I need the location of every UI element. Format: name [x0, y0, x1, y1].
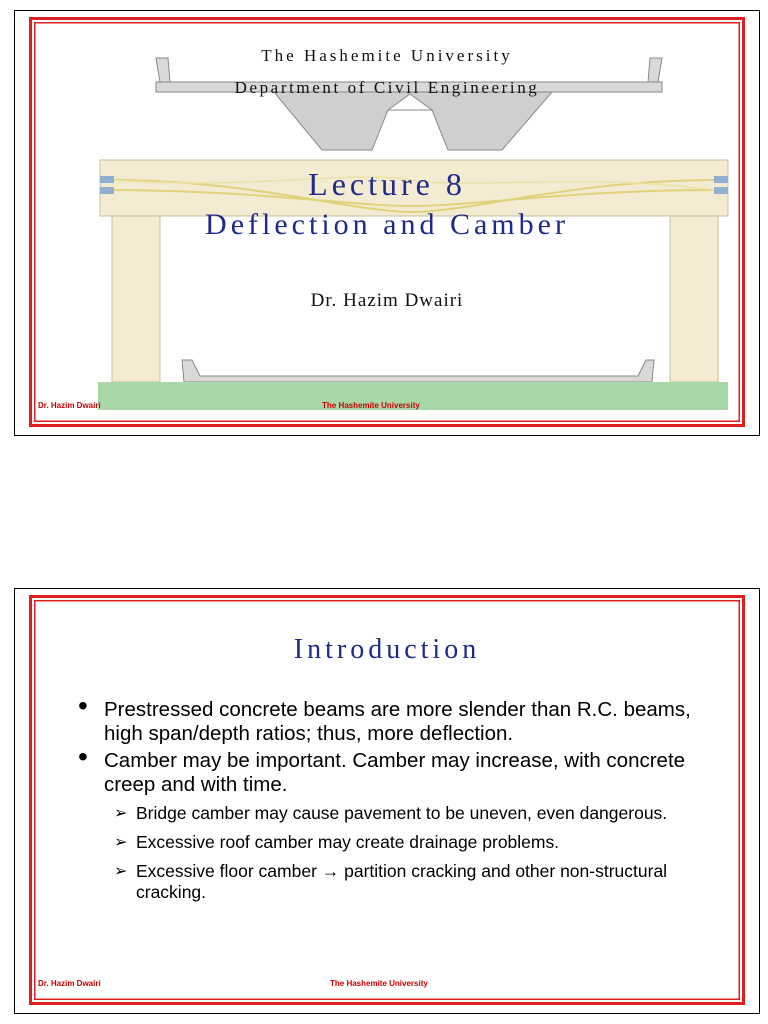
lecture-title: Deflection and Camber [205, 208, 569, 241]
footer-author: Dr. Hazim Dwairi [38, 979, 101, 988]
university-name: The Hashemite University [261, 46, 513, 65]
arrow-icon: ➢ [114, 834, 128, 851]
department-name: Department of Civil Engineering [234, 78, 540, 97]
bullet-text: Prestressed concrete beams are more slender than R.C. beams, high span/depth ratios; thus, more deflection. [104, 698, 691, 745]
footer-university: The Hashemite University [322, 401, 420, 410]
sub-bullet-text: Excessive floor camber → partition cracking and other non-structural cracking. [136, 861, 668, 902]
bullet-item [74, 690, 724, 746]
footer-author: Dr. Hazim Dwairi [38, 401, 101, 410]
slide-title: Introduction [293, 634, 481, 665]
sub-bullet-list [104, 803, 724, 903]
bullet-icon: • [78, 690, 88, 721]
sub-bullet-text: Excessive roof camber may create drainage problems. [136, 832, 560, 852]
arrow-icon: ➢ [114, 863, 128, 880]
footer-university: The Hashemite University [330, 979, 428, 988]
slide-frame [29, 595, 745, 1005]
slide-frame [29, 17, 745, 427]
bullet-item [74, 741, 724, 903]
slide-2 [14, 588, 760, 1014]
bullet-icon: • [78, 741, 88, 772]
slide-1 [14, 10, 760, 436]
sub-bullet-item [104, 803, 724, 824]
lecture-number: Lecture 8 [308, 166, 466, 202]
author-name: Dr. Hazim Dwairi [310, 290, 464, 311]
sub-bullet-item [104, 832, 724, 853]
arrow-icon: ➢ [114, 805, 128, 822]
bullet-list [74, 690, 724, 911]
bullet-text: Camber may be important. Camber may increase, with concrete creep and with time. [104, 749, 686, 796]
sub-bullet-item [104, 861, 724, 903]
sub-bullet-text: Bridge camber may cause pavement to be uneven, even dangerous. [136, 803, 668, 823]
